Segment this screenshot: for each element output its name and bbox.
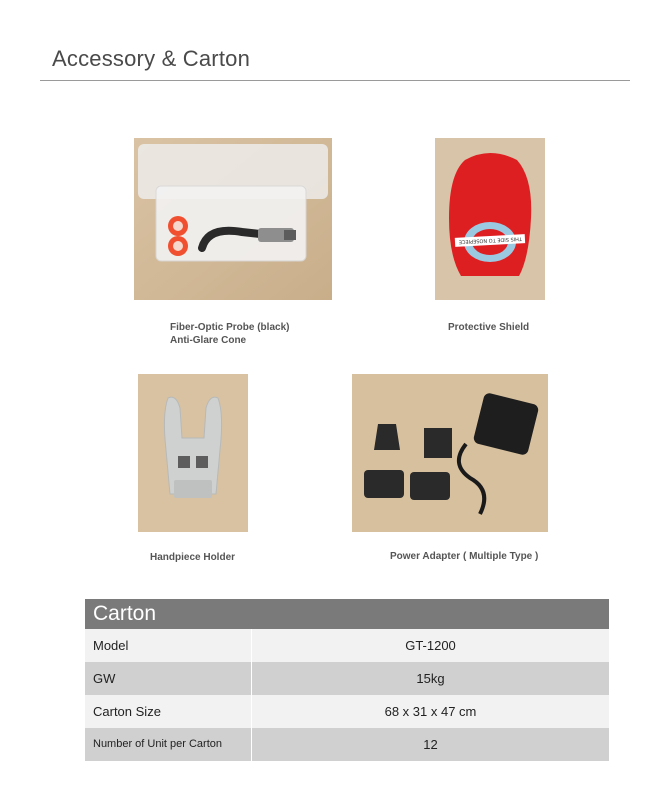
caption-fiber-optic-line1: Fiber-Optic Probe (black) [170,322,290,333]
table-row [85,629,609,662]
table-row [85,662,609,695]
power-adapter-photo [352,374,548,532]
handpiece-holder-photo [138,374,248,532]
protective-shield-photo [435,138,545,300]
row-value: GT-1200 [251,629,609,662]
row-value: 68 x 31 x 47 cm [251,695,609,728]
caption-power-adapter: Power Adapter ( Multiple Type ) [390,551,539,562]
page-title: Accessory & Carton [52,46,251,71]
title-divider [40,80,630,81]
shield-label-text: THIS SIDE TO NOSEPIECE [458,235,523,245]
table-row [85,695,609,728]
row-label: Number of Unit per Carton [93,738,222,750]
caption-fiber-optic-line2: Anti-Glare Cone [170,335,247,346]
row-label: Carton Size [93,704,161,719]
table-row [85,728,609,761]
caption-fiber-optic [170,321,289,347]
caption-handpiece-holder: Handpiece Holder [150,552,236,563]
caption-protective-shield: Protective Shield [448,322,530,333]
carton-heading: Carton [85,599,609,629]
fiber-optic-probe-photo [134,138,332,300]
row-value: 15kg [251,662,609,695]
carton-table [85,599,609,761]
row-value: 12 [251,728,609,761]
row-label: GW [93,671,116,686]
row-label: Model [93,638,129,653]
